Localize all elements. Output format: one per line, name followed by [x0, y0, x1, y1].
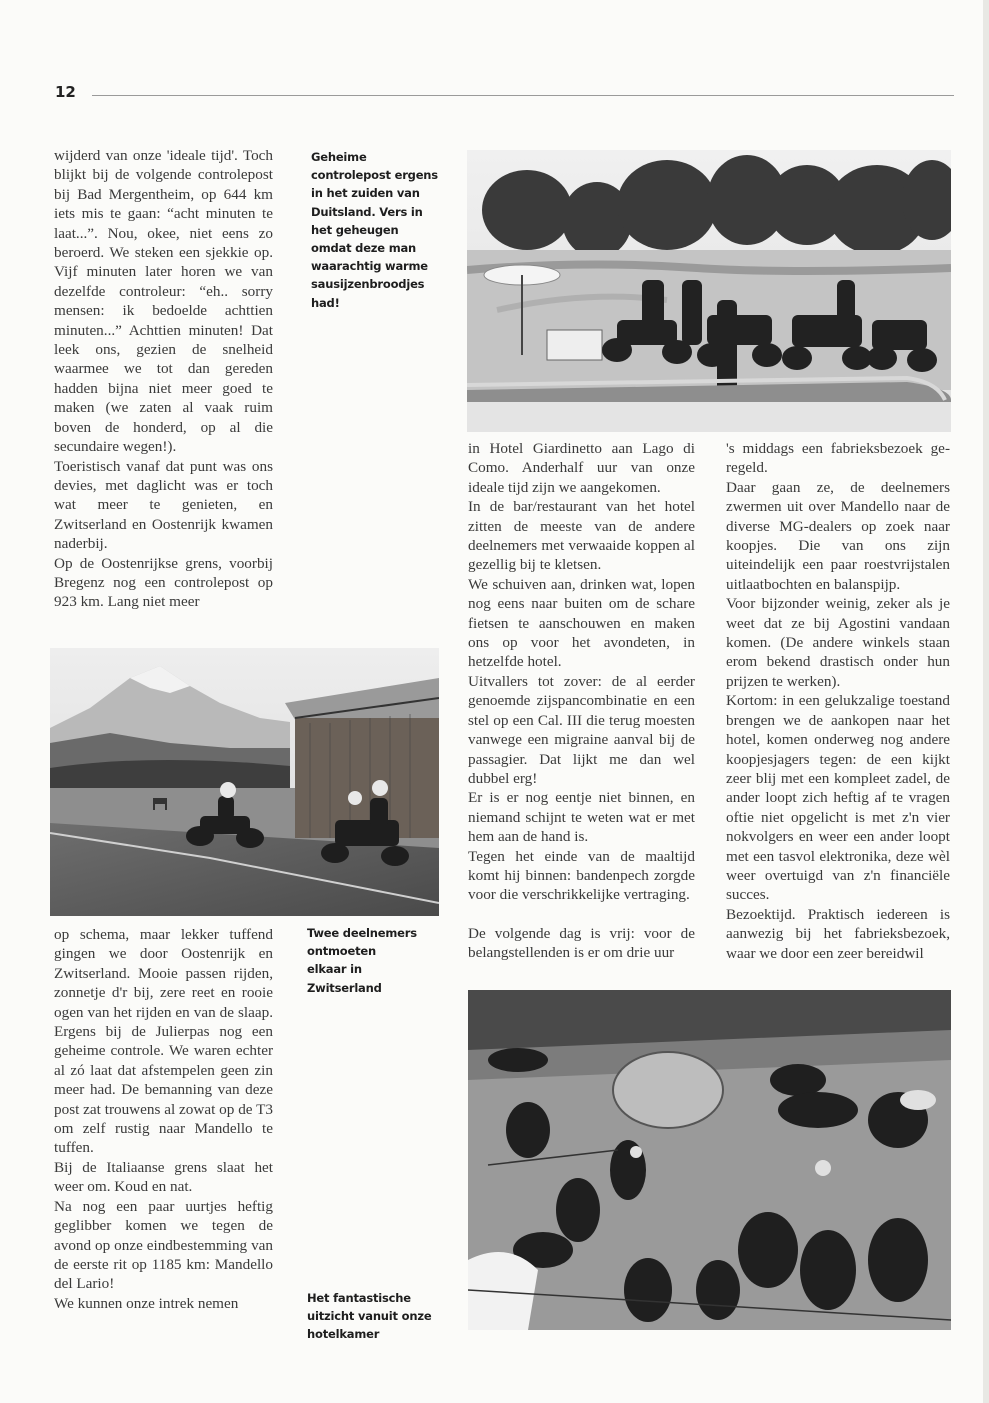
paragraph: In de bar/restaurant van het hotel zitten de meeste van de andere deelnemers met verwaaide koppen al gezellig bij te kletsen. [468, 498, 695, 574]
photo-checkpoint-germany [467, 150, 951, 432]
column4 [726, 439, 950, 963]
paragraph: op schema, maar lekker tuffend gingen we door Oostenrijk en Zwitserland. Mooie passen rijden, zonnetje d'r bij, zere reet en rooie ogen van het rijden en van de slaap. Ergens bij de Julierpas nog een geheime controle. We waren echter al zó laat dat afstempelen geen zin meer had. De bemanning van deze post zat trouwens al zowat op de T3 om zelf rustig naar Mandello te tuffen. [54, 926, 273, 1157]
paragraph: wijderd van onze 'ideale tijd'. Toch blijkt bij de volgende controlepost bij Bad Mergentheim, op 644 km iets mis te gaan: “acht minuten te laat...”. Nou, okee, niet eens zo beroerd. We steken een sjekkie op. Vijf minuten later horen we van dezelfde controleur: “eh.. sorry mensen: ik bedoelde achttien minuten...” Achttien minuten! Dat leek ons, gezien de snelheid waarmee we tot dan gereden hadden bijna niet meer goed te maken (we zaten al vaak ruim boven de honderd, op al die secundaire wegen!). [54, 147, 273, 456]
column3 [468, 439, 695, 963]
paragraph-gap [468, 905, 695, 924]
paragraph: We schuiven aan, drinken wat, lopen nog eens naar buiten om de schare fietsen te aanschouwen en maken ons op voor het avondeten, in hetzelfde hotel. [468, 575, 695, 671]
paragraph: 's middags een fabrieksbezoek geregeld. [726, 440, 950, 477]
column1-top [54, 146, 273, 612]
page-edge [983, 0, 989, 1403]
paragraph: Na nog een paar uurtjes heftig geglibber komen we tegen de avond op onze eindbestemming van de eerste rit op 1185 km: Mandello del Lario! [54, 1197, 273, 1293]
caption-photo3: Het fantastische uitzicht vanuit onze hotelkamer [307, 1291, 432, 1342]
paragraph: Bezoektijd. Praktisch iedereen is aanwezig bij het fabrieksbezoek, waar we door een zeer bereidwil [726, 905, 950, 962]
paragraph: Er is er nog eentje niet binnen, en niemand schijnt te weten wat er met hem aan de hand is. [468, 789, 695, 846]
paragraph: Daar gaan ze, de deelnemers zwermen uit over Mandello naar de diverse MG-dealers op zoek naar koopjes. Die van ons zijn uiteindelijk een paar roestvrijstalen uitlaatbochten en balanspijp. [726, 478, 950, 593]
photo-hotel-view-motorcycles [468, 990, 951, 1330]
paragraph: Op de Oostenrijkse grens, voorbij Bregenz nog een controlepost op 923 km. Lang niet meer [54, 554, 273, 611]
paragraph: Uitvallers tot zover: de al eerder genoemde zijspancombinatie en een stel op een Cal. III die terug moesten vanwege een migraine aanval bij de passagier. Dat lijkt me dan wel dubbel erg! [468, 672, 695, 787]
caption-photo2: Twee deelnemers ontmoeten elkaar in Zwitserland [307, 926, 417, 995]
paragraph: Voor bijzonder weinig, zeker als je weet dat ze bij Agostini vandaan komen. (De andere winkels staan erom bekend drastisch onder hun prijzen te werken). [726, 595, 950, 690]
paragraph: We kunnen onze intrek nemen [54, 1294, 239, 1312]
caption-photo1: Geheime controlepost ergens in het zuiden van Duitsland. Vers in het geheugen omdat deze man waarachtig warme sausijzenbroodjes had! [311, 150, 438, 310]
photo-switzerland-riders [50, 648, 439, 916]
column1-bottom [54, 925, 273, 1313]
paragraph: Tegen het einde van de maaltijd komt hij binnen: bandenpech zorgde voor die verschrikkelijke vertraging. [468, 847, 695, 904]
paragraph: Kortom: in een gelukzalige toestand brengen we de aankopen naar het hotel, komen onderweg nog andere koopjesjagers tegen: de een kijkt zeer blij met een kompleet zadel, de ander loopt zich heftig af te vragen oftie niet opgelicht is met z'n vier nokvolgers en weer een ander loopt met een tasvol elektronika, deze wèl weer overtuigd van z'n financiële succes. [726, 692, 950, 904]
page-number: 12 [55, 83, 76, 101]
header-rule [92, 95, 954, 96]
paragraph: Bij de Italiaanse grens slaat het weer om. Koud en nat. [54, 1158, 273, 1196]
paragraph: in Hotel Giardinetto aan Lago di Como. Anderhalf uur van onze ideale tijd zijn we aangekomen. [468, 440, 695, 496]
paragraph: Toeristisch vanaf dat punt was ons devies, met daglicht was er toch wat meer te genieten, en Zwitserland en Oostenrijk kwamen naderbij. [54, 457, 273, 553]
paragraph: De volgende dag is vrij: voor de belangstellenden is er om drie uur [468, 924, 695, 962]
